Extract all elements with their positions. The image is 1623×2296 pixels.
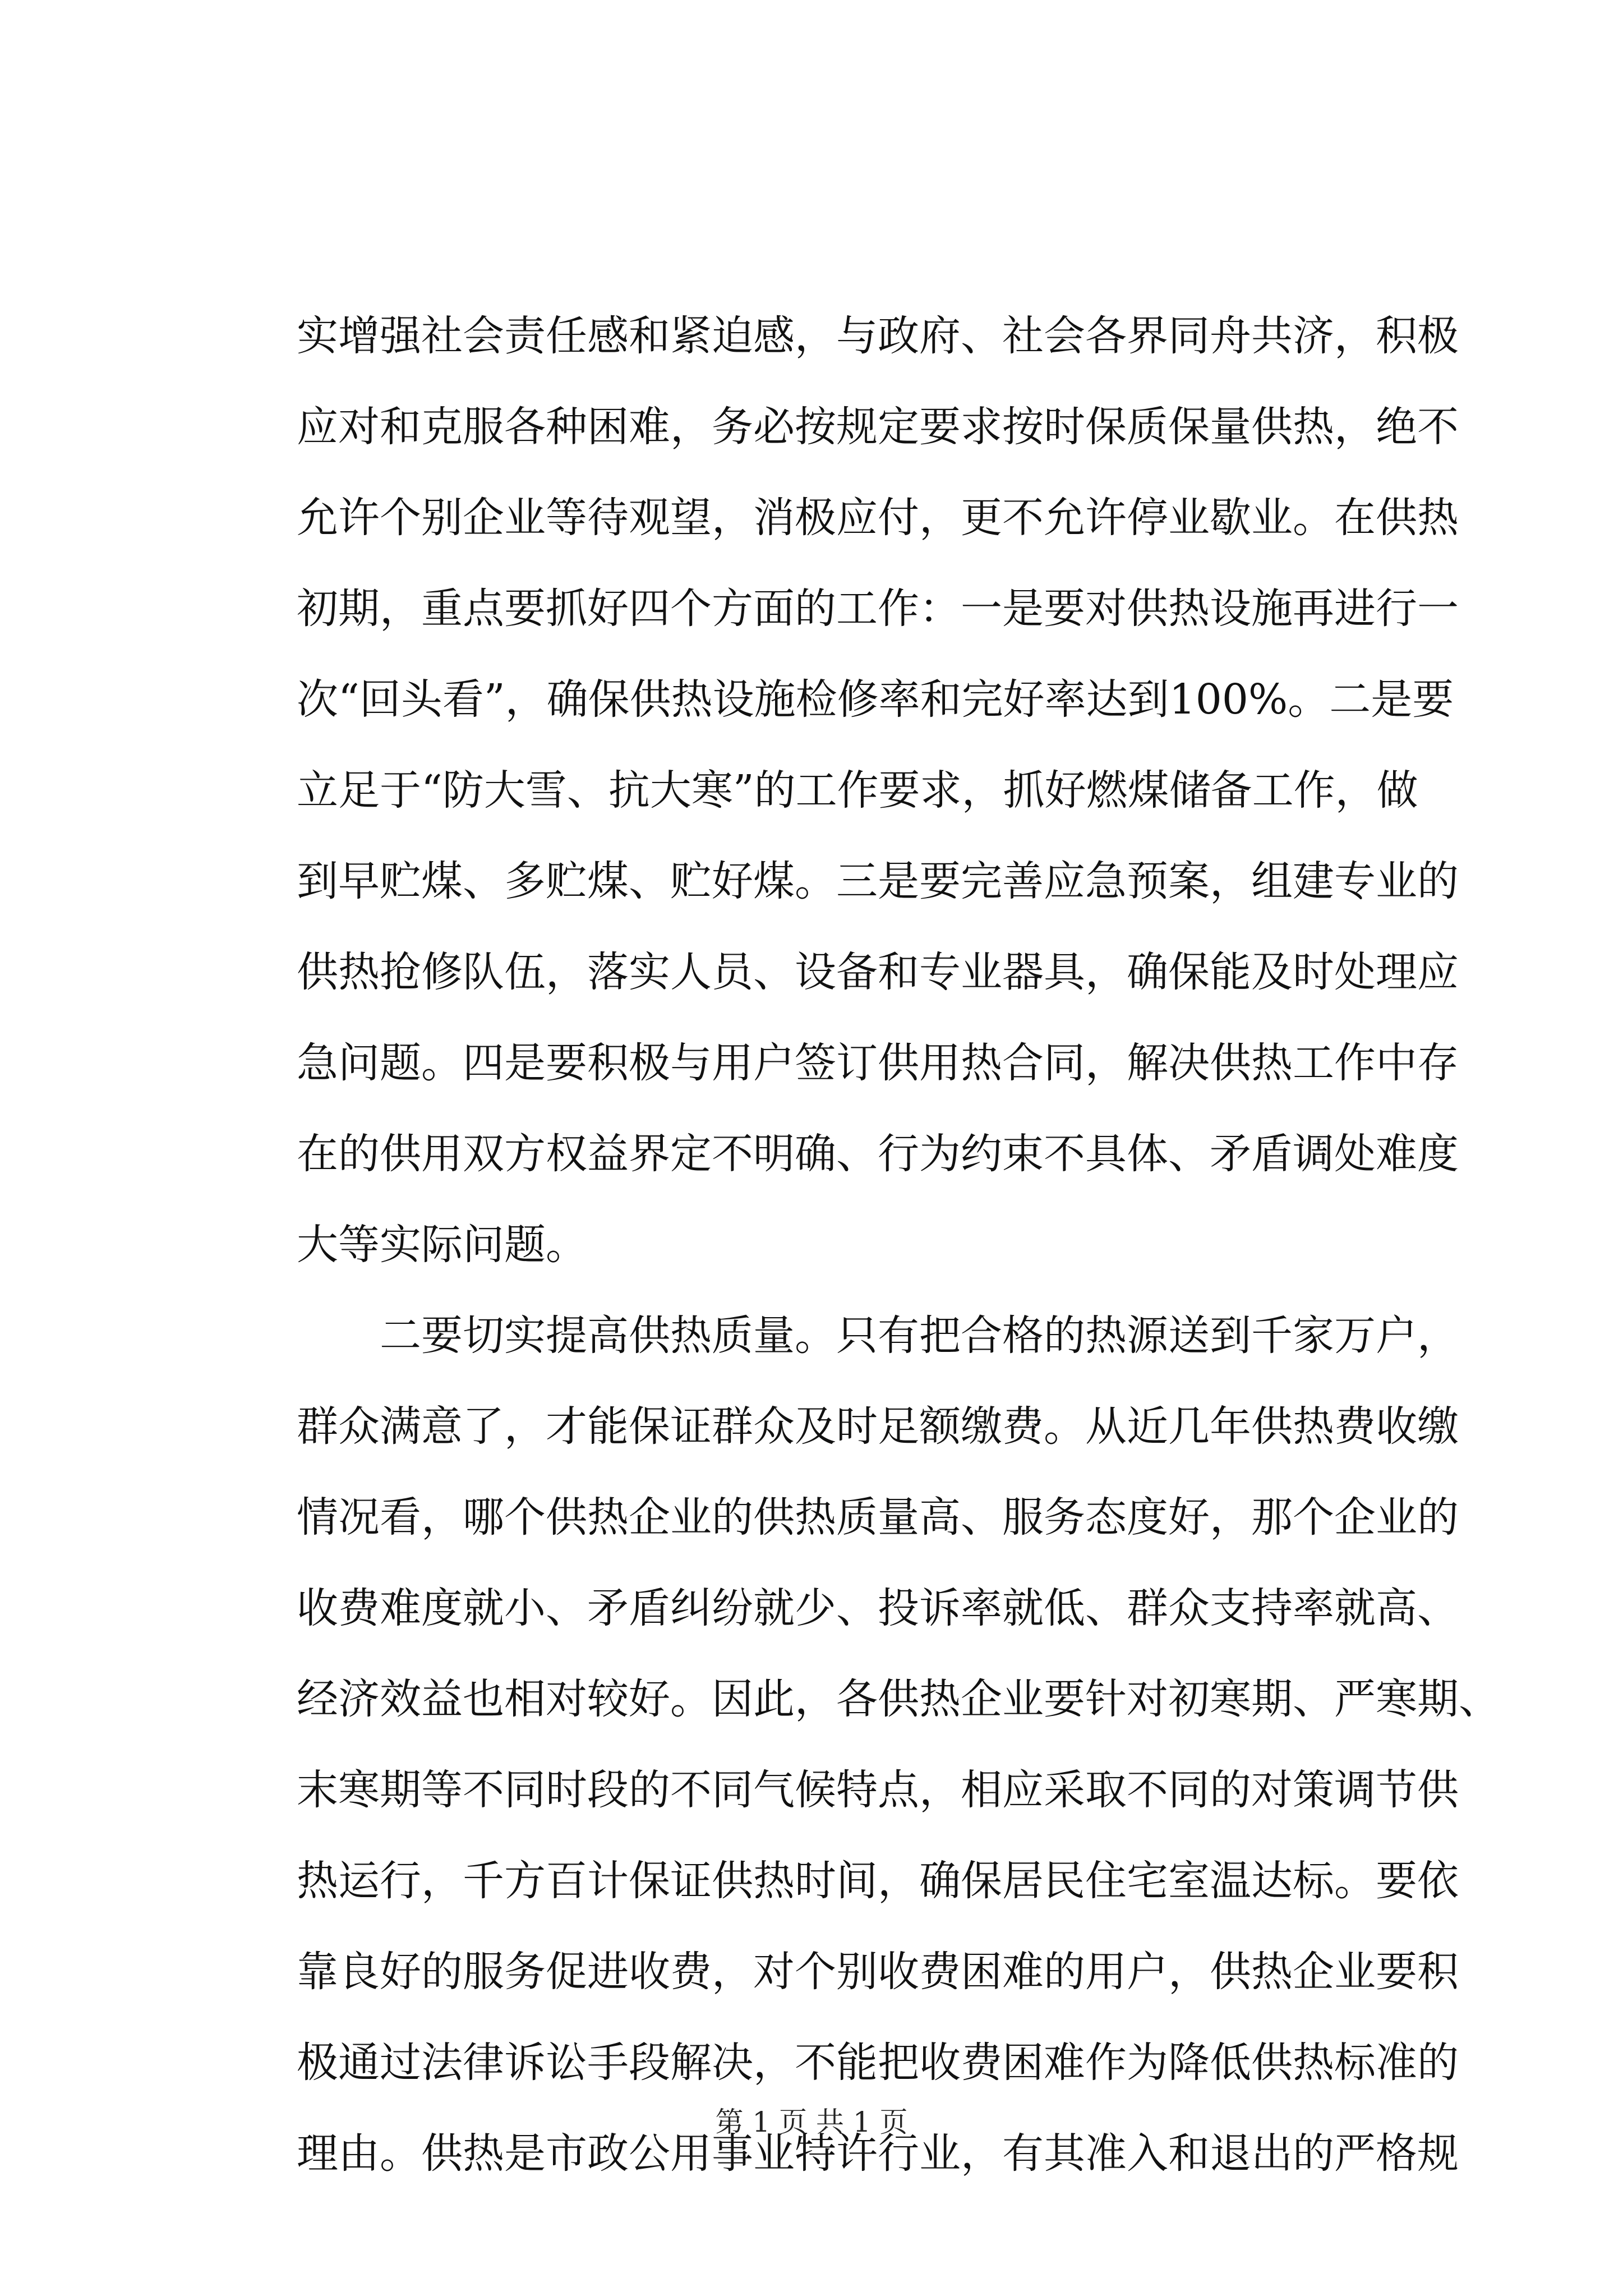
body-line-3: 允许个别企业等待观望，消极应付，更不允许停业歇业。在供热: [297, 494, 1459, 542]
document-body: [297, 291, 1500, 2199]
body-line-19: 靠良好的服务促进收费，对个别收费困难的用户，供热企业要积: [297, 1948, 1459, 1996]
body-line-4: 初期，重点要抓好四个方面的工作：一是要对供热设施再进行一: [297, 585, 1459, 633]
body-line-21: 理由。供热是市政公用事业特许行业，有其准入和退出的严格规: [297, 2129, 1459, 2178]
body-line-16: 经济效益也相对较好。因此，各供热企业要针对初寒期、严寒期、: [297, 1675, 1500, 1723]
body-line-12: 二要切实提高供热质量。只有把合格的热源送到千家万户，: [380, 1312, 1459, 1360]
body-line-8: 供热抢修队伍，落实人员、设备和专业器具，确保能及时处理应: [297, 948, 1459, 996]
body-line-15: 收费难度就小、矛盾纠纷就少、投诉率就低、群众支持率就高、: [297, 1584, 1459, 1632]
page-number-footer: 第 1 页 共 1 页: [715, 2106, 908, 2138]
body-line-18: 热运行，千方百计保证供热时间，确保居民住宅室温达标。要依: [297, 1857, 1459, 1905]
body-line-7: 到早贮煤、多贮煤、贮好煤。三是要完善应急预案，组建专业的: [297, 857, 1459, 905]
body-line-2: 应对和克服各种困难，务必按规定要求按时保质保量供热，绝不: [297, 403, 1459, 451]
body-line-9: 急问题。四是要积极与用户签订供用热合同，解决供热工作中存: [297, 1039, 1459, 1087]
body-line-11: 大等实际问题。: [297, 1221, 587, 1269]
body-line-20: 极通过法律诉讼手段解决，不能把收费困难作为降低供热标准的: [297, 2039, 1459, 2087]
body-line-14: 情况看，哪个供热企业的供热质量高、服务态度好，那个企业的: [297, 1493, 1459, 1542]
body-line-10: 在的供用双方权益界定不明确、行为约束不具体、矛盾调处难度: [297, 1130, 1459, 1178]
body-line-13: 群众满意了，才能保证群众及时足额缴费。从近几年供热费收缴: [297, 1402, 1459, 1451]
body-line-17: 末寒期等不同时段的不同气候特点，相应采取不同的对策调节供: [297, 1766, 1459, 1814]
body-line-5: 次“回头看”，确保供热设施检修率和完好率达到100%。二是要: [297, 675, 1454, 724]
body-line-1: 实增强社会责任感和紧迫感，与政府、社会各界同舟共济，积极: [297, 312, 1459, 360]
body-line-6: 立足于“防大雪、抗大寒”的工作要求，抓好燃煤储备工作，做: [297, 766, 1418, 815]
